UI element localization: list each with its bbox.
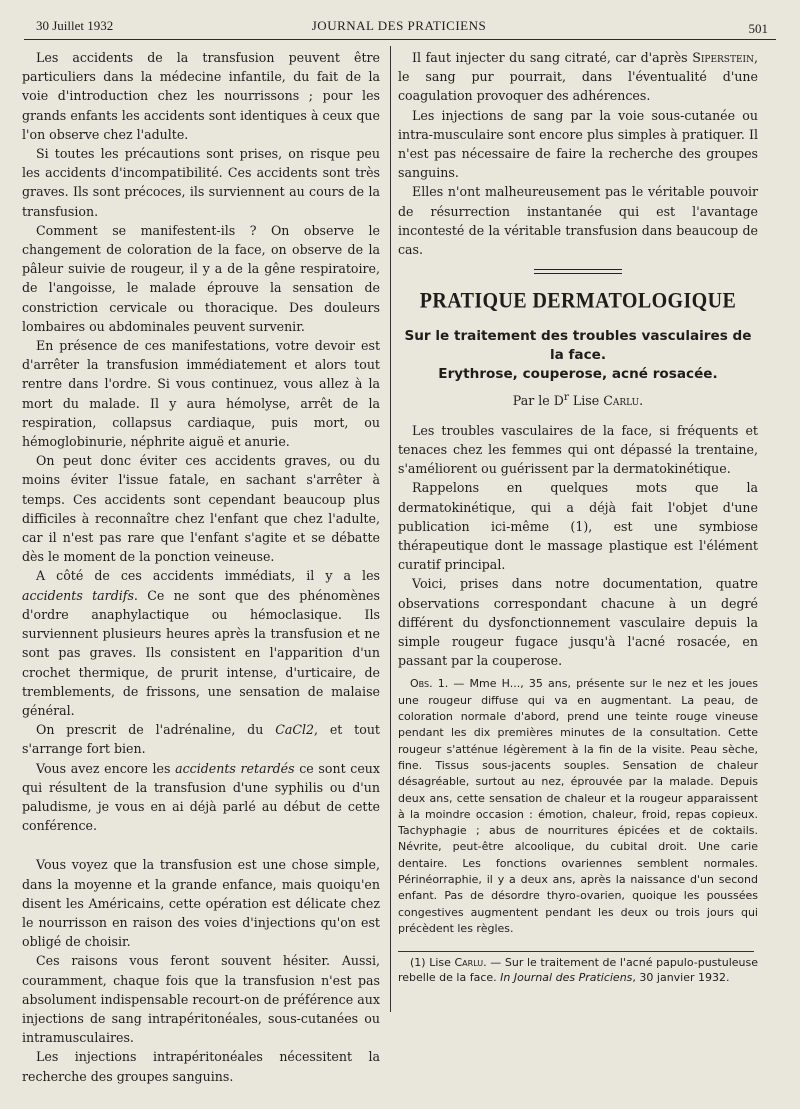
text-run: . bbox=[639, 393, 644, 409]
paragraph bbox=[22, 759, 380, 836]
header-rule bbox=[24, 39, 776, 40]
author-name: Carlu bbox=[603, 393, 640, 409]
article-title-line: Sur le traitement des troubles vasculaires de la face. bbox=[404, 328, 752, 364]
byline bbox=[398, 388, 758, 410]
text-run: Par le D bbox=[512, 393, 564, 409]
section-title: PRATIQUE DERMATOLOGIQUE bbox=[419, 289, 737, 314]
paragraph: Les accidents de la transfusion peuvent être particuliers dans la médecine infantile, du fait de la voie d'introduction chez les nourrissons ; pour les grands enfants les accidents sont identiques à ceux que l'on observe chez l'adulte. bbox=[22, 50, 380, 142]
paragraph: Elles n'ont malheureusement pas le véritable pouvoir de résurrection instantanée qui est l'avantage incontesté de la véritable transfusion dans beaucoup de cas. bbox=[398, 184, 758, 258]
footnote-rule bbox=[398, 951, 754, 952]
text-run: Il faut injecter du sang citraté, car d'après bbox=[412, 50, 693, 65]
observation-text: — Mme H..., 35 ans, présente sur le nez et les joues une rougeur diffuse qui va en augmentant. La peau, de coloration normale d'abord, prend une teinte rouge vineuse pendant les dix premières minutes de la consultation. Cette rougeur s'atténue légèrement à la fin de la visite. Peau sèche, fine. Tissus sous-jacents souples. Sensation de chaleur désagréable, surtout au nez, éprouvée par la malade. Depuis deux ans, cette sensation de chaleur et la rougeur apparaissent à la moindre occasion : émotion, chaleur, froid, repas copieux. Tachyphagie ; abus de nourritures épicées et de coktails. Névrite, peut-être alcoolique, du cubital droit. Une carie dentaire. Les fonctions ovariennes semblent normales. Périnéorraphie, il y a deux ans, après la naissance d'un second enfant. Pas de désordre thyro-ovarien, quoique les poussées congestives augmentent pendant les deux ou trois jours qui précèdent les règles. bbox=[398, 677, 758, 935]
text-run: , le sang pur pourrait, dans l'éventualité d'une coagulation provoquer des adhérences. bbox=[398, 50, 758, 104]
journal-title: JOURNAL DES PRATICIENS bbox=[311, 18, 487, 33]
spacer bbox=[22, 835, 380, 855]
text-run: Lise bbox=[568, 393, 604, 409]
paragraph: Voici, prises dans notre documentation, quatre observations correspondant chacune à un degré différent du dysfonctionnement vasculaire depuis la simple rougeur fugace jusqu'à l'acné rosacée, en passant par la couperose. bbox=[398, 576, 758, 669]
emphasis: accidents retardés bbox=[175, 760, 295, 776]
text-run: Vous avez encore les bbox=[36, 760, 176, 776]
article-subtitle: Erythrose, couperose, acné rosacée. bbox=[438, 366, 718, 383]
text-run: , et tout s'arrange fort bien. bbox=[22, 722, 380, 757]
page-number: 501 bbox=[748, 21, 768, 36]
text-run: A côté de ces accidents immédiats, il y a les bbox=[36, 568, 380, 584]
emphasis: accidents tardifs bbox=[22, 587, 134, 603]
text-run: (1) Lise bbox=[410, 956, 455, 970]
emphasis: CaCl2 bbox=[275, 722, 315, 738]
column-divider bbox=[390, 46, 391, 1012]
text-run: . Ce ne sont que des phénomènes d'ordre anaphylactique ou hémoclasique. Ils surviennent plusieurs heures après la transfusion et ne sont pas graves. Ils consistent en l'apparition d'un crochet thermique, de prurit intense, d'urticaire, de tremblements, de frissons, une sensation de malaise général. bbox=[22, 587, 380, 718]
paragraph: Rappelons en quelques mots que la dermatokinétique, qui a déjà fait l'objet d'une publication ici-même (1), est une symbiose thérapeutique dont le massage plastique est l'élément curatif principal. bbox=[398, 480, 758, 573]
paragraph: On peut donc éviter ces accidents graves, ou du moins éviter l'issue fatale, en sachant s'arrêter à temps. Ces accidents sont cependant beaucoup plus difficiles à reconnaître chez l'enfant que chez l'adulte, car il n'est pas rare que l'enfant s'agite et se débatte dès le moment de la ponction veineuse. bbox=[22, 453, 380, 565]
section-separator bbox=[534, 269, 622, 274]
paragraph: Les troubles vasculaires de la face, si fréquents et tenaces chez les femmes qui ont dépassé la trentaine, s'améliorent ou guérissent par la dermatokinétique. bbox=[398, 422, 758, 477]
footnote bbox=[398, 956, 758, 985]
right-column bbox=[398, 48, 758, 985]
superscript: r bbox=[563, 391, 569, 404]
observation-label: Obs. 1. bbox=[410, 677, 449, 691]
observation-case bbox=[398, 676, 758, 937]
paragraph: Si toutes les précautions sont prises, on risque peu les accidents d'incompatibilité. Ces accidents sont très graves. Ils sont précoces, ils surviennent au cours de la transfusion. bbox=[22, 146, 380, 219]
text-run: , 30 janvier 1932. bbox=[632, 970, 730, 984]
paragraph bbox=[22, 566, 380, 720]
emphasis: In Journal des Praticiens bbox=[500, 970, 633, 984]
paragraph: Ces raisons vous feront souvent hésiter. Aussi, couramment, chaque fois que la transfusion n'est pas absolument indispensable recourt-on de préférence aux injections de sang intrapéritonéales, sous-cutanées ou intramusculaires. bbox=[22, 953, 380, 1046]
text-run: On prescrit de l'adrénaline, du bbox=[36, 722, 276, 738]
issue-date: 30 Juillet 1932 bbox=[36, 18, 114, 33]
paragraph: Vous voyez que la transfusion est une chose simple, dans la moyenne et la grande enfance, mais quoiqu'en disent les Américains, cette opération est délicate chez le nourrisson en raison des voies d'injections qu'on est obligé de choisir. bbox=[22, 857, 380, 950]
paragraph bbox=[398, 48, 758, 106]
paragraph: Les injections intrapéritonéales nécessitent la recherche des groupes sanguins. bbox=[22, 1049, 380, 1084]
text-run: ce sont ceux qui résultent de la transfusion d'une syphilis ou d'un paludisme, je vous en ai déjà parlé au début de cette conférence. bbox=[22, 760, 381, 834]
text-run: . — Sur le traitement de l'acné papulo-pustuleuse rebelle de la face. bbox=[398, 956, 758, 984]
author-name: Siperstein bbox=[692, 50, 754, 65]
article-title bbox=[398, 327, 758, 384]
paragraph bbox=[22, 720, 380, 758]
paragraph: En présence de ces manifestations, votre devoir est d'arrêter la transfusion immédiatement et alors tout rentre dans l'ordre. Si vous continuez, vous allez à la mort du malade. Il y aura hémolyse, arrêt de la respiration, collapsus cardiaque, puis mort, ou hémoglobinurie, néphrite aiguë et anurie. bbox=[22, 338, 380, 450]
paragraph: Les injections de sang par la voie sous-cutanée ou intra-musculaire sont encore plus simples à pratiquer. Il n'est pas nécessaire de faire la recherche des groupes sanguins. bbox=[398, 107, 758, 181]
author-name: Carlu bbox=[454, 956, 484, 970]
left-column bbox=[22, 48, 380, 1086]
paragraph: Comment se manifestent-ils ? On observe le changement de coloration de la face, on observe de la pâleur suivie de rougeur, il y a de la gêne respiratoire, de l'angoisse, le malade éprouve la sensation de constriction cervicale ou thoracique. Des douleurs lombaires ou abdominales peuvent survenir. bbox=[22, 222, 380, 334]
